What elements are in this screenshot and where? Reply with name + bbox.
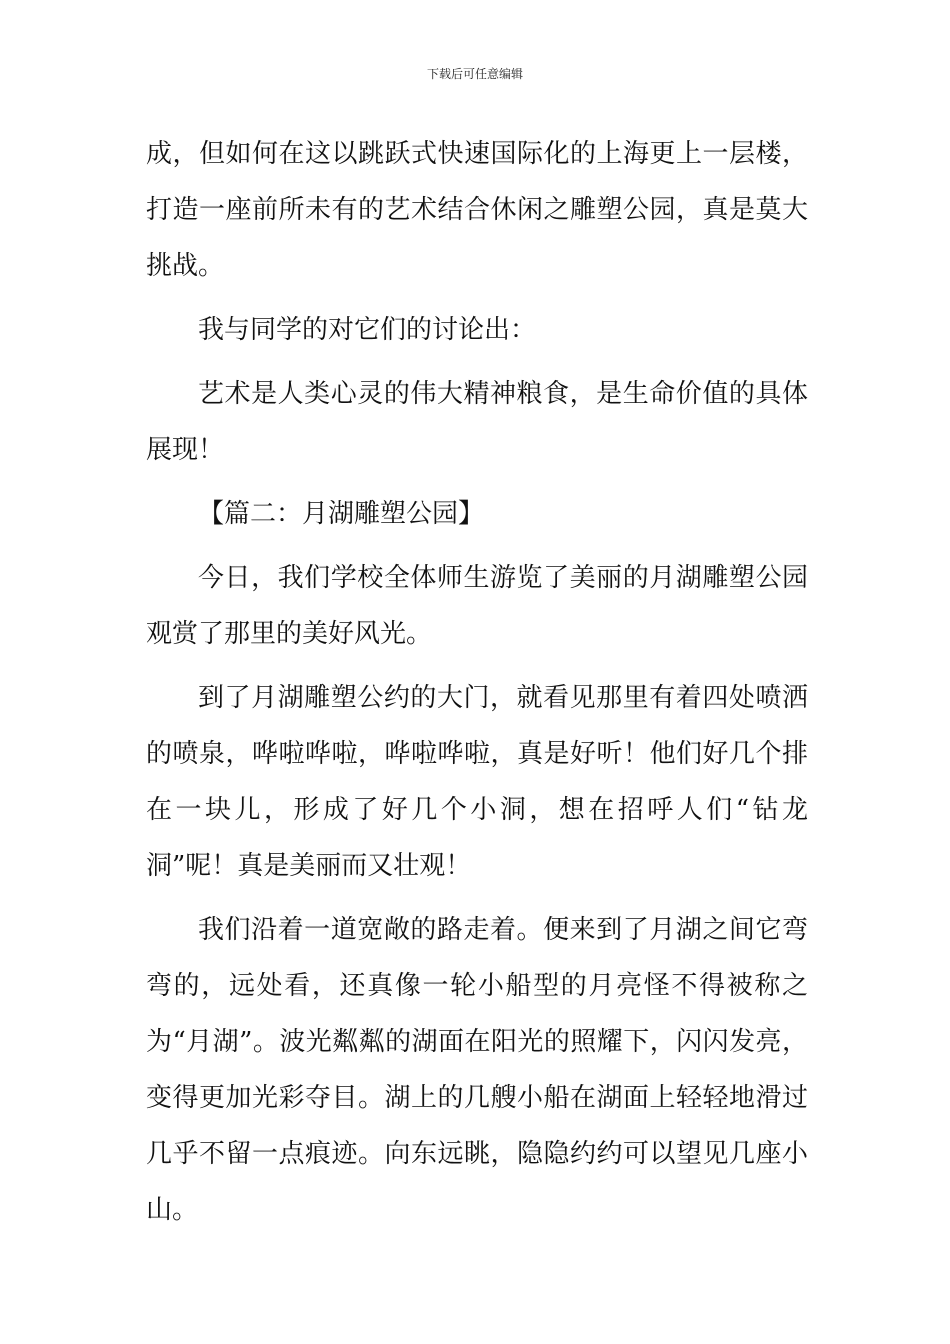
paragraph: 艺术是人类心灵的伟大精神粮食，是生命价值的具体展现！ <box>146 379 808 465</box>
section-heading: 【篇二：月湖雕塑公园】 <box>198 499 485 529</box>
paragraph: 我们沿着一道宽敞的路走着。便来到了月湖之间它弯弯的，远处看，还真像一轮小船型的月亮怪不得被称之为“月湖”。波光粼粼的湖面在阳光的照耀下，闪闪发亮，变得更加光彩夺目。湖上的几艘小船在湖面上轻轻地滑过几乎不留一点痕迹。向东远眺，隐隐约约可以望见几座小山。 <box>146 915 808 1225</box>
paragraph: 我与同学的对它们的讨论出： <box>198 315 537 345</box>
body-text <box>146 126 808 1246</box>
paragraph: 成，但如何在这以跳跃式快速国际化的上海更上一层楼，打造一座前所未有的艺术结合休闲之雕塑公园，真是莫大挑战。 <box>146 139 808 281</box>
paragraph: 今日，我们学校全体师生游览了美丽的月湖雕塑公园观赏了那里的美好风光。 <box>146 563 808 649</box>
paragraph: 到了月湖雕塑公约的大门，就看见那里有着四处喷洒的喷泉，哗啦哗啦，哗啦哗啦，真是好听！他们好几个排在一块儿，形成了好几个小洞，想在招呼人们“钻龙洞”呢！真是美丽而又壮观！ <box>146 683 808 881</box>
page-header: 下载后可任意编辑 <box>426 67 523 81</box>
